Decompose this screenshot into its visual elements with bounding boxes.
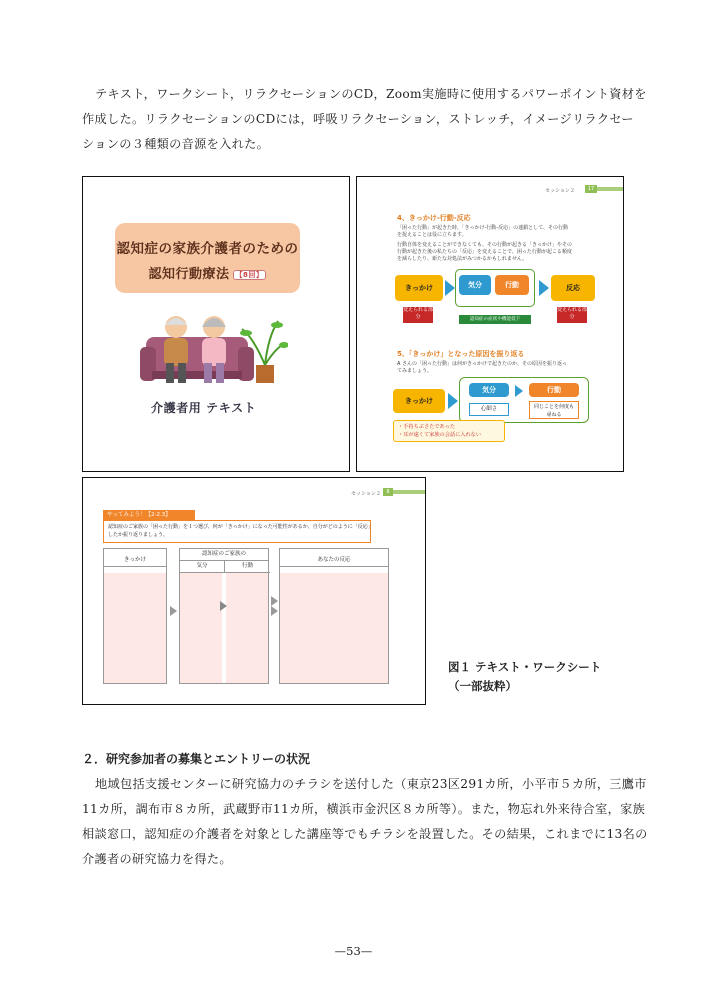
arrow-2-icon [539,280,549,296]
slide2-header-bar [597,187,624,191]
cover-title-tag: 【8回】 [233,270,267,280]
slide2-text-7: てみましょう。 [397,368,433,374]
cause-bullet-1: ・手持ちぶさたであった [398,424,456,430]
worksheet-col-response-head: あなたの反応 [280,555,388,567]
section-2-line-2: 11カ所，調布市８カ所，武蔵野市11カ所，横浜市金沢区８カ所等）。また，物忘れ外来待合室，家族 [82,802,646,816]
response-box: 反応 [551,275,595,301]
worksheet-col-action-head: 行動 [225,561,270,573]
worksheet-inst-line2: したか振り返りましょう。 [108,532,169,538]
worksheet-header-bar [393,490,426,494]
cover-title-box [115,223,300,293]
slide2-text-6: A さんの「困った行動」は何がきっかけで起きたのか、その原因を振り返っ [397,361,568,367]
section-2-heading: ２．研究参加者の募集とエントリーの状況 [82,752,311,766]
worksheet-col-trigger-head: きっかけ [104,555,166,567]
slide2-text-1: 「困った行動」が起きた時、「きっかけ-行動-反応」の連鎖として、その行動 [397,225,569,231]
cover-title-main: 認知行動療法 [148,267,230,282]
trigger-box: きっかけ [395,275,443,301]
repeat-question-label: 同じことを何度も尋ねる [529,401,579,419]
action-box: 行動 [495,275,529,295]
cover-footer: 介護者用 テキスト [151,401,257,415]
slide2-text-3: 行動自体を変えることができなくても、その行動が起きる「きっかけ」やその [397,242,573,248]
worksheet-col-trigger-body[interactable] [104,573,166,683]
slide2-text-4: 行動が起きた後の私たちの「反応」を変えることで、困った行動が起こる頻度 [397,249,572,255]
page-number: —53— [334,944,373,958]
cover-title-line1: 認知症の家族介護者のための [116,241,299,257]
arrow-4-icon [515,385,523,397]
slide2-heading-2: 5、「きっかけ」となった原因を振り返る [397,350,525,358]
slide2-page-tag: 17 [585,185,597,193]
cover-slide [82,176,350,472]
slide-cbt-chain [356,176,624,472]
trigger-box-2: きっかけ [393,389,445,413]
mood-box-2: 気分 [469,383,509,397]
slide2-session-label: セッション２ [545,188,575,194]
worksheet-arrow-1-icon [170,606,177,616]
worksheet-instruction [103,520,371,543]
worksheet-inst-line1: 認知症のご家族の「困った行動」を１つ選び、何が「きっかけ」になった可能性があるか、自分がどのように「反応」 [108,524,373,530]
trigger-causes-box [393,420,505,442]
section-2-line-3: 相談窓口，認知症の介護者を対象とした講座等でもチラシを設置した。その結果，これまでに13名の [82,827,648,841]
cause-bullet-2: ・耳が遠くて家族の会話に入れない [398,432,482,438]
changeable-right-label: 変えられる部分 [557,307,587,323]
action-box-2: 行動 [529,383,579,397]
intro-line-2: 作成した。リラクセーションのCDには，呼吸リラクセーション，ストレッチ，イメージリラクセー [82,112,634,126]
worksheet-col-response-body[interactable] [280,573,388,683]
changeable-left-label: 変えられる部分 [403,307,433,323]
worksheet-col-family[interactable] [179,548,269,684]
worksheet-col-trigger[interactable] [103,548,167,684]
elderly-couple-illustration [138,307,288,387]
worksheet-arrow-3-icon [271,606,278,616]
slide2-heading-1: 4、きっかけ-行動-反応 [397,214,471,222]
worksheet-col-response[interactable] [279,548,389,684]
worksheet-col-mood-body[interactable] [180,573,222,683]
worksheet-arrow-mood-icon [220,601,227,611]
figure-caption [448,658,601,696]
figure-caption-line1: 図１ テキスト・ワークシート [448,660,602,674]
figure-caption-line2: （一部抜粋） [448,679,517,693]
section-2-line-1: 地域包括支援センターに研究協力のチラシを送付した（東京23区291カ所，小平市５カ所，三鷹市 [95,777,647,791]
symptom-label: 認知症の症状や機能低下 [459,315,531,324]
mood-box: 気分 [459,275,491,295]
worksheet-col-family-head: 認知症のご家族の [180,549,268,561]
slide2-text-2: を捉えることは役に立ちます。 [397,232,467,238]
anxiety-label: 心細さ [469,403,509,416]
worksheet-task-tag: やってみよう！【2-2.3】 [103,510,195,520]
worksheet-page-tag: 8 [383,488,393,496]
arrow-3-icon [448,393,458,409]
cover-title-line2 [115,263,300,282]
worksheet-arrow-2-icon [271,596,278,606]
worksheet-session-label: セッション２ [351,491,381,497]
section-2-line-4: 介護者の研究協力を得た。 [82,852,232,866]
slide2-text-5: を減らしたり、新たな対処法がみつかるかもしれません。 [397,256,528,262]
intro-line-1: テキスト，ワークシート，リラクセーションのCD，Zoom実施時に使用するパワーポイント資材を [95,87,647,101]
worksheet-slide [82,477,426,705]
worksheet-col-mood-head: 気分 [180,561,225,573]
arrow-1-icon [445,280,455,296]
worksheet-col-action-body[interactable] [226,573,268,683]
intro-line-3: ションの３種類の音源を入れた。 [82,137,270,151]
